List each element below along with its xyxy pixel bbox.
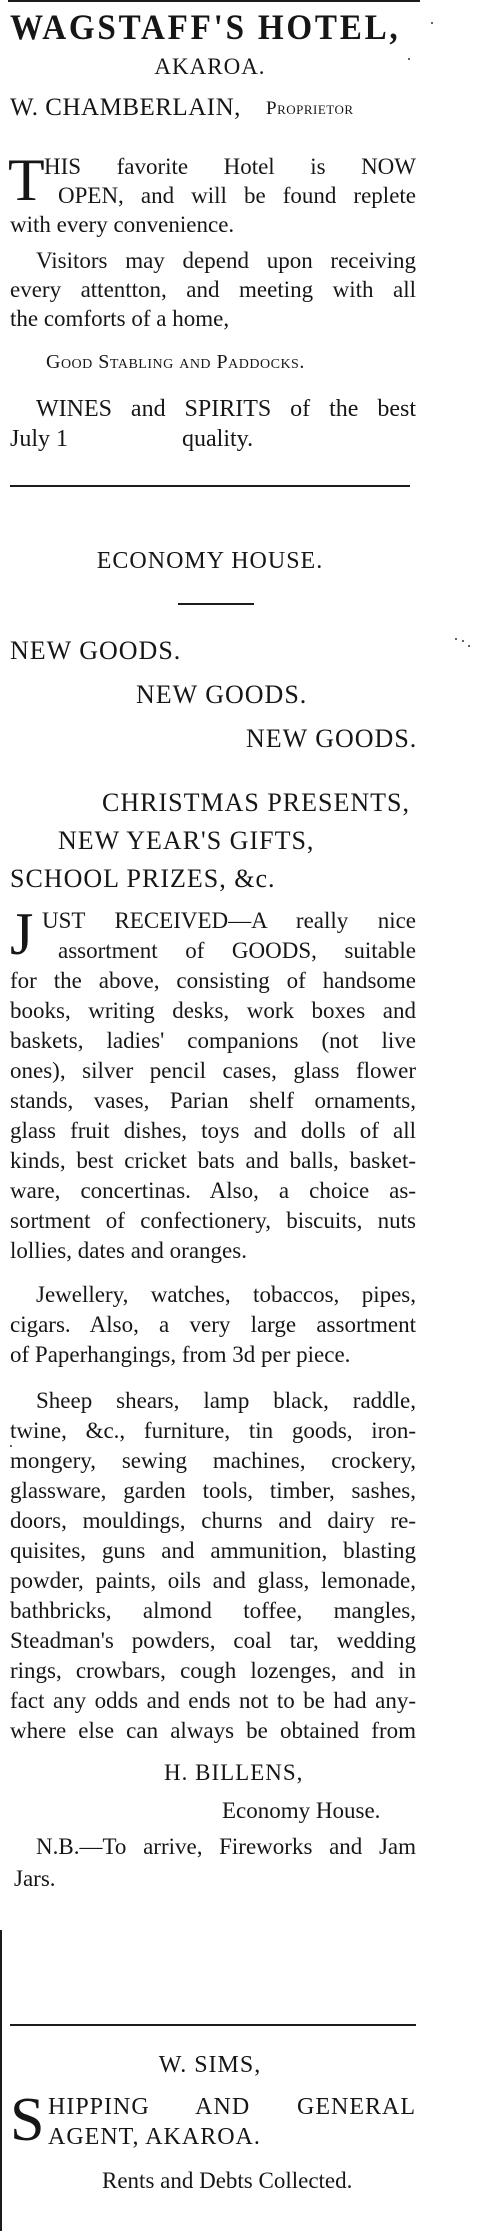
hotel-line-1: HIS favorite Hotel is NOW: [44, 154, 416, 179]
body-line-14: cigars. Also, a very large assortment: [10, 1312, 416, 1337]
hotel-dropcap: T: [8, 147, 45, 213]
scan-speck: [408, 58, 410, 60]
nb-line: N.B.—To arrive, Fireworks and Jam: [36, 1834, 416, 1859]
body-line-3: for the above, consisting of handsome: [10, 968, 416, 993]
body-line-19: glassware, garden tools, timber, sashes,: [10, 1478, 416, 1503]
scan-speck: [431, 22, 433, 24]
sims-line-2: AGENT, AKAROA.: [48, 2124, 261, 2150]
body-line-8: glass fruit dishes, toys and dolls of all: [10, 1118, 416, 1143]
hotel-title: WAGSTAFF'S HOTEL,: [10, 7, 401, 47]
body-line-7: stands, vases, Parian shelf ornaments,: [10, 1088, 416, 1113]
economy-title: ECONOMY HOUSE.: [96, 548, 324, 574]
nb-line-2: Jars.: [14, 1866, 56, 1891]
new-goods-1: NEW GOODS.: [10, 636, 182, 665]
new-goods-3: NEW GOODS.: [246, 724, 418, 753]
hotel-line-5: every attentton, and meeting with all: [10, 277, 416, 302]
body-line-18: mongery, sewing machines, crockery,: [10, 1448, 416, 1473]
body-line-12: lollies, dates and oranges.: [10, 1238, 247, 1263]
christmas-presents: CHRISTMAS PRESENTS,: [102, 788, 410, 817]
sims-line-3: Rents and Debts Collected.: [102, 2168, 353, 2193]
proprietor-role: Proprietor: [266, 98, 354, 119]
new-goods-2: NEW GOODS.: [136, 680, 308, 709]
hotel-line-4: Visitors may depend upon receiving: [36, 248, 416, 273]
scan-speck: [455, 638, 457, 640]
body-line-22: powder, paints, oils and glass, lemonade,: [10, 1568, 416, 1593]
hotel-line-6: the comforts of a home,: [10, 306, 230, 331]
wines-line: WINES and SPIRITS of the best: [36, 396, 416, 422]
body-line-23: bathbricks, almond toffee, mangles,: [10, 1598, 416, 1623]
body-line-20: doors, mouldings, churns and dairy re-: [10, 1508, 416, 1533]
quality-word: quality.: [182, 426, 254, 452]
scan-speck: [462, 640, 464, 642]
body-line-11: sortment of confectionery, biscuits, nuts: [10, 1208, 416, 1233]
body-line-4: books, writing desks, work boxes and: [10, 998, 416, 1023]
body-line-24: Steadman's powders, coal tar, wedding: [10, 1628, 416, 1653]
body-line-9: kinds, best cricket bats and balls, basket-: [10, 1148, 416, 1173]
body-line-6: ones), silver pencil cases, glass flower: [10, 1058, 416, 1083]
body-line-5: baskets, ladies' companions (not live: [10, 1028, 416, 1053]
scan-speck: [468, 645, 470, 647]
body-line-27: where else can always be obtained from: [10, 1718, 416, 1743]
sims-line-1: HIPPING AND GENERAL: [48, 2094, 416, 2120]
new-years-gifts: NEW YEAR'S GIFTS,: [58, 826, 315, 855]
hotel-date: July 1: [10, 426, 69, 452]
body-line-10: ware, concertinas. Also, a choice as-: [10, 1178, 416, 1203]
hotel-line-3: with every convenience.: [10, 212, 235, 237]
sims-name: W. SIMS,: [158, 2052, 262, 2078]
scan-speck: [10, 1445, 12, 1447]
body-line-2: assortment of GOODS, suitable: [58, 938, 416, 963]
economy-title-rule: [178, 603, 254, 605]
signer-name: H. BILLENS,: [164, 1760, 304, 1785]
body-line-16: Sheep shears, lamp black, raddle,: [36, 1388, 416, 1413]
divider-2: [10, 2024, 416, 2026]
body-line-1: UST RECEIVED—A really nice: [42, 908, 416, 933]
body-line-13: Jewellery, watches, tobaccos, pipes,: [36, 1282, 416, 1307]
left-column-rule: [0, 1930, 2, 2231]
top-rule: [8, 0, 420, 2]
body-line-21: quisites, guns and ammunition, blasting: [10, 1538, 416, 1563]
body-line-26: fact any odds and ends not to be had any-: [10, 1688, 416, 1713]
economy-dropcap: J: [10, 901, 34, 967]
stabling-line: Good Stabling and Paddocks.: [46, 351, 305, 373]
hotel-line-2: OPEN, and will be found replete: [58, 183, 416, 208]
school-prizes: SCHOOL PRIZES, &c.: [10, 864, 276, 893]
body-line-25: rings, crowbars, cough lozenges, and in: [10, 1658, 416, 1683]
proprietor-name: W. CHAMBERLAIN,: [10, 94, 241, 121]
divider-1: [10, 485, 410, 487]
signer-place: Economy House.: [222, 1798, 381, 1823]
body-line-17: twine, &c., furniture, tin goods, iron-: [10, 1418, 416, 1443]
sims-dropcap: S: [10, 2086, 45, 2154]
hotel-location: AKAROA.: [154, 54, 266, 79]
body-line-15: of Paperhangings, from 3d per piece.: [10, 1342, 351, 1367]
